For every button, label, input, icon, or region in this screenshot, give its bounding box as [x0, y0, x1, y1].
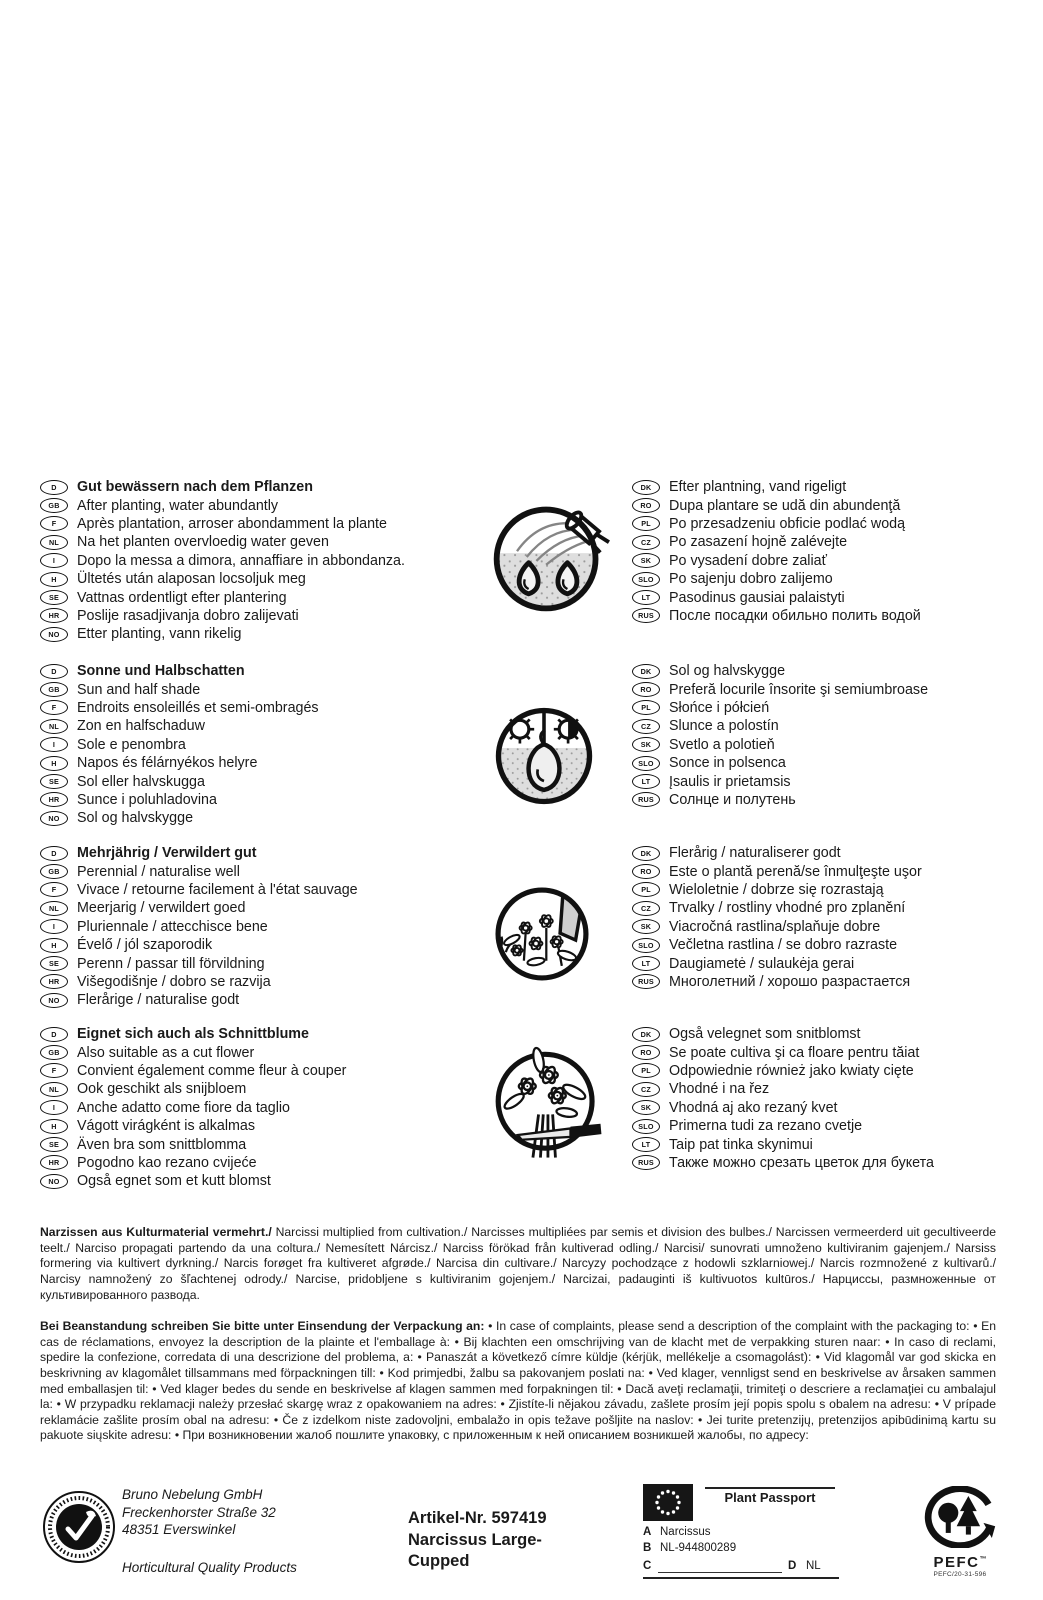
lang-row-h — [40, 754, 485, 772]
lang-row-nl — [40, 717, 485, 735]
language-badge-i: I — [40, 737, 68, 752]
passport-b-label: B — [643, 1542, 652, 1554]
passport-row-b — [643, 1542, 736, 1554]
language-badge-dk: DK — [632, 846, 660, 861]
language-badge-f: F — [40, 882, 68, 897]
translation-text: Poslije rasadjivanja dobro zalijevati — [77, 607, 299, 624]
translation-text: Vivace / retourne facilement à l'état sauvage — [77, 881, 358, 898]
language-list-left — [40, 844, 485, 1010]
lang-row-pl — [632, 1062, 1032, 1080]
language-badge-i: I — [40, 919, 68, 934]
lang-row-slo — [632, 570, 1032, 588]
propagation-paragraph — [40, 1225, 996, 1303]
language-badge-no: NO — [40, 993, 68, 1008]
language-badge-f: F — [40, 1063, 68, 1078]
translation-text: Flerårig / naturaliserer godt — [669, 845, 841, 862]
cut-flower-icon — [486, 1039, 608, 1176]
cut-flower-icon — [486, 1039, 608, 1171]
language-badge-no: NO — [40, 811, 68, 826]
lang-row-hr — [40, 607, 485, 625]
passport-b-value: NL-944800289 — [660, 1542, 737, 1554]
lang-row-slo — [632, 754, 1032, 772]
translation-text: Også velegnet som snitblomst — [669, 1026, 861, 1043]
company-name: Bruno Nebelung GmbH — [122, 1487, 263, 1502]
passport-row-a — [643, 1526, 710, 1538]
language-badge-rus: RUS — [632, 1155, 660, 1170]
translation-text: Viacročná rastlina/splaňuje dobre — [669, 918, 881, 935]
product-name-line2: Cupped — [408, 1552, 470, 1570]
lang-row-gb — [40, 1043, 485, 1061]
translation-text: Многолетний / хорошо разрастается — [669, 973, 911, 990]
translation-text: Pogodno kao rezano cvijeće — [77, 1154, 257, 1171]
translation-text: Ültetés után alaposan locsoljuk meg — [77, 571, 306, 588]
translation-text: Meerjarig / verwildert goed — [77, 900, 246, 917]
translation-text: Солнце и полутень — [669, 791, 796, 808]
translation-text: Även bra som snittblomma — [77, 1136, 247, 1153]
lang-row-cz — [632, 1080, 1032, 1098]
article-block — [408, 1508, 547, 1573]
lang-row-se — [40, 954, 485, 972]
lang-row-se — [40, 772, 485, 790]
lang-row-pl — [632, 515, 1032, 533]
translation-text: Vágott virágként is alkalmas — [77, 1118, 255, 1135]
lang-row-slo — [632, 936, 1032, 954]
lang-row-dk — [632, 1025, 1032, 1043]
language-badge-d: D — [40, 1027, 68, 1042]
language-list-left — [40, 662, 485, 828]
lang-row-nl — [40, 1080, 485, 1098]
section-cut-flower — [0, 1025, 1043, 1195]
translation-text: After planting, water abundantly — [77, 497, 279, 514]
translation-text: Pasodinus gausiai palaistyti — [669, 589, 845, 606]
language-badge-cz: CZ — [632, 535, 660, 550]
translation-text: Vhodné i na řez — [669, 1081, 770, 1098]
language-badge-cz: CZ — [632, 1082, 660, 1097]
lang-row-ro — [632, 862, 1032, 880]
translation-text: После посадки обильно полить водой — [669, 607, 921, 624]
translation-text: Sol og halvskygge — [669, 663, 786, 680]
pefc-license-code: PEFC/20-31-596 — [933, 1571, 987, 1578]
lang-row-nl — [40, 899, 485, 917]
passport-title: Plant Passport — [724, 1490, 816, 1505]
translation-text: Este o plantă perenă/se înmulţeşte uşor — [669, 863, 922, 880]
lang-row-no — [40, 1172, 485, 1190]
translation-text: Napos és félárnyékos helyre — [77, 755, 258, 772]
language-badge-sk: SK — [632, 737, 660, 752]
translation-text: Ook geschikt als snijbloem — [77, 1081, 247, 1098]
lang-row-no — [40, 625, 485, 643]
translation-text: Dopo la messa a dimora, annaffiare in abbondanza. — [77, 552, 405, 569]
complaints-paragraph — [40, 1319, 996, 1444]
lang-row-dk — [632, 844, 1032, 862]
translation-text: Daugiametė / sulaukėja gerai — [669, 955, 855, 972]
propagation-body: Narcissi multiplied from cultivation./ Narcisses multipliées par semis et division des bulbes./ Narcissen vermeerderd uit gecultiveerde teelt./ Narciso propagati partendo da una coltura./ Nemesített Nárcisz./ Narciss förökad från kultiverad odling./ Narcisi/ sunovrati umnoženo kultiviranim gajenjem./ Narsiss formering via kultivert dyrkning./ Narcis forøget fra kultiveret afgrøde./ Narcisa din cultivare./ Narcyzy pochodzące z hodowli szklarniowej./ Narcis rozmnožené z kultivarů./ Narcisy namnožený zo šľachtenej odrody./ Narcise, pridobljene s kultiviranim gojenjem./ Narcizai, padauginti iš kultivuotos kultūros./ Нарциссы, размноженные от культивированного развода. — [40, 1225, 997, 1302]
language-badge-gb: GB — [40, 1045, 68, 1060]
translation-text: Preferă locurile însorite şi semiumbroase — [669, 681, 929, 698]
lang-row-h — [40, 1117, 485, 1135]
language-badge-lt: LT — [632, 1137, 660, 1152]
translation-text: Efter plantning, vand rigeligt — [669, 479, 847, 496]
lang-row-dk — [632, 662, 1032, 680]
language-badge-sk: SK — [632, 1100, 660, 1115]
language-badge-se: SE — [40, 1137, 68, 1152]
lang-row-cz — [632, 717, 1032, 735]
language-badge-slo: SLO — [632, 572, 660, 587]
language-badge-hr: HR — [40, 1155, 68, 1170]
translation-text: Også egnet som et kutt blomst — [77, 1173, 271, 1190]
company-tagline: Horticultural Quality Products — [122, 1560, 297, 1575]
translation-text: Also suitable as a cut flower — [77, 1044, 255, 1061]
language-list-right — [632, 662, 1032, 809]
language-badge-cz: CZ — [632, 719, 660, 734]
section-perennial — [0, 844, 1043, 1014]
language-badge-lt: LT — [632, 590, 660, 605]
translation-text: Sol eller halvskugga — [77, 773, 205, 790]
language-badge-nl: NL — [40, 535, 68, 550]
language-badge-sk: SK — [632, 919, 660, 934]
lang-row-i — [40, 552, 485, 570]
language-badge-se: SE — [40, 590, 68, 605]
translation-text: Также можно срезать цветок для букета — [669, 1154, 935, 1171]
company-street: Freckenhorster Straße 32 — [122, 1504, 276, 1520]
language-badge-hr: HR — [40, 974, 68, 989]
lang-row-h — [40, 570, 485, 588]
language-badge-i: I — [40, 553, 68, 568]
language-badge-se: SE — [40, 774, 68, 789]
passport-c-label: C — [643, 1560, 652, 1572]
lang-row-i — [40, 1099, 485, 1117]
translation-text: Sole e penombra — [77, 736, 186, 753]
translation-text: Po sajenju dobro zalijemo — [669, 571, 833, 588]
language-badge-slo: SLO — [632, 938, 660, 953]
language-badge-h: H — [40, 756, 68, 771]
translation-text: Višegodišnje / dobro se razvija — [77, 973, 271, 990]
lang-row-rus — [632, 791, 1032, 809]
language-badge-rus: RUS — [632, 608, 660, 623]
language-badge-ro: RO — [632, 864, 660, 879]
passport-top-rule — [705, 1487, 835, 1489]
eu-flag-icon — [643, 1484, 693, 1524]
lang-row-sk — [632, 552, 1032, 570]
lang-row-rus — [632, 1154, 1032, 1172]
passport-bottom-rule — [643, 1577, 839, 1579]
language-badge-ro: RO — [632, 682, 660, 697]
complaints-lead: Bei Beanstandung schreiben Sie bitte unter Einsendung der Verpackung an: — [40, 1319, 485, 1334]
lang-row-ro — [632, 496, 1032, 514]
language-badge-no: NO — [40, 627, 68, 642]
lang-row-hr — [40, 791, 485, 809]
lang-row-sk — [632, 1099, 1032, 1117]
lang-row-f — [40, 515, 485, 533]
language-badge-nl: NL — [40, 1082, 68, 1097]
language-badge-d: D — [40, 480, 68, 495]
language-list-left — [40, 1025, 485, 1191]
naturalising-icon — [486, 878, 598, 995]
language-badge-dk: DK — [632, 664, 660, 679]
lang-row-gb — [40, 862, 485, 880]
translation-text: Na het planten overvloedig water geven — [77, 534, 329, 551]
watering-icon — [486, 495, 612, 626]
translation-text: Eignet sich auch als Schnittblume — [77, 1026, 309, 1043]
translation-text: Évelő / jól szaporodik — [77, 937, 213, 954]
language-badge-gb: GB — [40, 682, 68, 697]
translation-text: Večletna rastlina / se dobro razraste — [669, 937, 898, 954]
translation-text: Perenn / passar till förvildning — [77, 955, 265, 972]
translation-text: Pluriennale / attecchisce bene — [77, 918, 268, 935]
lang-row-f — [40, 881, 485, 899]
translation-text: Endroits ensoleillés et semi-ombragés — [77, 699, 319, 716]
passport-d-label: D — [788, 1560, 797, 1572]
passport-d-value: NL — [806, 1560, 821, 1572]
language-badge-pl: PL — [632, 516, 660, 531]
translation-text: Taip pat tinka skynimui — [669, 1136, 813, 1153]
translation-text: Flerårige / naturalise godt — [77, 992, 240, 1009]
pefc-wordmark — [910, 1553, 1010, 1570]
lang-row-no — [40, 809, 485, 827]
language-badge-rus: RUS — [632, 974, 660, 989]
lang-row-sk — [632, 736, 1032, 754]
pefc-tm-mark: ™ — [979, 1556, 987, 1563]
lang-row-ro — [632, 1043, 1032, 1061]
language-badge-f: F — [40, 700, 68, 715]
language-badge-h: H — [40, 1119, 68, 1134]
language-badge-hr: HR — [40, 608, 68, 623]
lang-row-lt — [632, 954, 1032, 972]
lang-row-lt — [632, 588, 1032, 606]
language-badge-dk: DK — [632, 480, 660, 495]
language-badge-cz: CZ — [632, 901, 660, 916]
passport-a-label: A — [643, 1526, 652, 1538]
lang-row-cz — [632, 533, 1032, 551]
translation-text: Vattnas ordentligt efter plantering — [77, 589, 287, 606]
translation-text: Po przesadzeniu obficie podlać wodą — [669, 515, 906, 532]
pefc-logo-icon — [918, 1486, 1002, 1548]
translation-text: Slunce a polostín — [669, 718, 779, 735]
lang-row-gb — [40, 496, 485, 514]
translation-text: Įsaulis ir prietamsis — [669, 773, 791, 790]
translation-text: Après plantation, arroser abondamment la plante — [77, 515, 387, 532]
translation-text: Sunce i poluhladovina — [77, 791, 217, 808]
language-badge-pl: PL — [632, 700, 660, 715]
lang-row-slo — [632, 1117, 1032, 1135]
lang-row-pl — [632, 699, 1032, 717]
language-badge-pl: PL — [632, 1063, 660, 1078]
lang-row-i — [40, 736, 485, 754]
language-badge-gb: GB — [40, 498, 68, 513]
translation-text: Wieloletnie / dobrze się rozrastają — [669, 881, 884, 898]
section-sun-half-shade — [0, 662, 1043, 832]
language-badge-slo: SLO — [632, 1119, 660, 1134]
passport-c-blank-line — [658, 1572, 782, 1573]
lang-row-i — [40, 918, 485, 936]
complaints-body: • In case of complaints, please send a description of the complaint with the packaging to: • En cas de réclamations, envoyez la description de la plainte et l'emballage à: • Bij klachten een omschrijving van de klacht met de verpakking sturen naar: • In caso di reclami, spedire la confezione, corredata di una descrizione del problema, a: • Panaszát a következő címre küldje (kérjük, mellékelje a csomagolást): • Vid klagomål var god skicka en beskrivning av klagomålet tillsammans med förpackningen till: • Kod primjedbi, žalbu sa pakovanjem poslati na: • Ved klager, vennligst send en beskrivelse av årsaken sammen med emballasjen til: • Ved klager bedes du sende en beskrivelse af klagen sammen med forpakningen til: • Dacă aveţi reclamaţii, trimiteţi o descriere a reclamaţiei cu ambalajul la: • W przypadku reklamacji należy przesłać skargę wraz z opakowaniem na adres: • Zjistíte-li nějakou závadu, zašlete prosím její popis spolu s obalem na adresu: • V prípade reklamácie zašlite prosím obal na adresu: • Če z izdelkom niste zadovoljni, embalažo in opis težave pošljite na naslov: • Jei turite pretenzijų, pretenzijos apibūdinimą kartu su pakuote siųskite adresu: • При возникновении жалоб пошлите упаковку, с приложенным к ней описанием возникшей жалобы, по адресу: — [40, 1319, 997, 1443]
language-badge-d: D — [40, 664, 68, 679]
translation-text: Se poate cultiva şi ca floare pentru tăiat — [669, 1044, 920, 1061]
sun-half-shade-icon — [486, 698, 602, 819]
translation-text: Sol og halvskygge — [77, 810, 194, 827]
lang-row-f — [40, 1062, 485, 1080]
translation-text: Mehrjährig / Verwildert gut — [77, 845, 257, 862]
sustainable-supplier-seal-icon — [42, 1490, 116, 1569]
pefc-certification — [910, 1486, 1010, 1578]
language-badge-slo: SLO — [632, 756, 660, 771]
product-name-line1: Narcissus Large- — [408, 1530, 542, 1549]
lang-row-d — [40, 844, 485, 862]
translation-text: Anche adatto come fiore da taglio — [77, 1099, 291, 1116]
language-badge-gb: GB — [40, 864, 68, 879]
lang-row-sk — [632, 918, 1032, 936]
lang-row-gb — [40, 680, 485, 698]
company-address — [122, 1486, 276, 1539]
lang-row-nl — [40, 533, 485, 551]
translation-text: Po vysadení dobre zaliať — [669, 552, 827, 569]
translation-text: Svetlo a polotieň — [669, 736, 775, 753]
language-list-right — [632, 844, 1032, 991]
lang-row-rus — [632, 607, 1032, 625]
lang-row-hr — [40, 1154, 485, 1172]
translation-text: Perennial / naturalise well — [77, 863, 240, 880]
translation-text: Sonne und Halbschatten — [77, 663, 245, 680]
language-badge-h: H — [40, 938, 68, 953]
propagation-lead: Narzissen aus Kulturmaterial vermehrt./ — [40, 1225, 272, 1240]
translation-text: Dupa plantare se udă din abundenţă — [669, 497, 901, 514]
language-badge-nl: NL — [40, 719, 68, 734]
language-badge-nl: NL — [40, 901, 68, 916]
language-badge-f: F — [40, 516, 68, 531]
language-badge-pl: PL — [632, 882, 660, 897]
lang-row-d — [40, 478, 485, 496]
language-list-left — [40, 478, 485, 644]
pefc-name-text: PEFC — [933, 1554, 980, 1571]
sustainable-supplier-seal-icon — [42, 1490, 116, 1564]
translation-text: Odpowiednie również jako kwiaty cięte — [669, 1062, 914, 1079]
translation-text: Convient également comme fleur à couper — [77, 1062, 347, 1079]
lang-row-d — [40, 1025, 485, 1043]
lang-row-ro — [632, 680, 1032, 698]
language-badge-lt: LT — [632, 956, 660, 971]
passport-a-value: Narcissus — [660, 1526, 711, 1538]
lang-row-f — [40, 699, 485, 717]
lang-row-lt — [632, 1135, 1032, 1153]
language-list-right — [632, 1025, 1032, 1172]
translation-text: Zon en halfschaduw — [77, 718, 205, 735]
language-badge-rus: RUS — [632, 792, 660, 807]
language-badge-ro: RO — [632, 1045, 660, 1060]
lang-row-cz — [632, 899, 1032, 917]
language-badge-se: SE — [40, 956, 68, 971]
translation-text: Sonce in polsenca — [669, 755, 786, 772]
language-badge-ro: RO — [632, 498, 660, 513]
translation-text: Trvalky / rostliny vhodné pro zplanění — [669, 900, 906, 917]
section-watering — [0, 478, 1043, 648]
language-badge-d: D — [40, 846, 68, 861]
translation-text: Sun and half shade — [77, 681, 201, 698]
language-badge-lt: LT — [632, 774, 660, 789]
translation-text: Vhodná aj ako rezaný kvet — [669, 1099, 838, 1116]
lang-row-dk — [632, 478, 1032, 496]
lang-row-se — [40, 1135, 485, 1153]
translation-text: Gut bewässern nach dem Pflanzen — [77, 479, 313, 496]
lang-row-h — [40, 936, 485, 954]
language-badge-i: I — [40, 1100, 68, 1115]
lang-row-no — [40, 991, 485, 1009]
translation-text: Primerna tudi za rezano cvetje — [669, 1118, 863, 1135]
lang-row-lt — [632, 772, 1032, 790]
language-badge-no: NO — [40, 1174, 68, 1189]
language-list-right — [632, 478, 1032, 625]
language-badge-sk: SK — [632, 553, 660, 568]
plant-passport — [628, 1480, 840, 1582]
language-badge-hr: HR — [40, 792, 68, 807]
sun-half-shade-icon — [486, 698, 602, 814]
lang-row-rus — [632, 973, 1032, 991]
lang-row-se — [40, 588, 485, 606]
language-badge-h: H — [40, 572, 68, 587]
translation-text: Słońce i półcień — [669, 699, 770, 716]
article-number: Artikel-Nr. 597419 — [408, 1509, 547, 1527]
translation-text: Etter planting, vann rikelig — [77, 626, 242, 643]
lang-row-d — [40, 662, 485, 680]
watering-icon — [486, 495, 612, 621]
language-badge-dk: DK — [632, 1027, 660, 1042]
translation-text: Po zasazení hojně zalévejte — [669, 534, 848, 551]
naturalising-icon — [486, 878, 598, 990]
company-city: 48351 Everswinkel — [122, 1522, 236, 1537]
eu-flag-icon — [643, 1484, 693, 1521]
lang-row-hr — [40, 973, 485, 991]
lang-row-pl — [632, 881, 1032, 899]
